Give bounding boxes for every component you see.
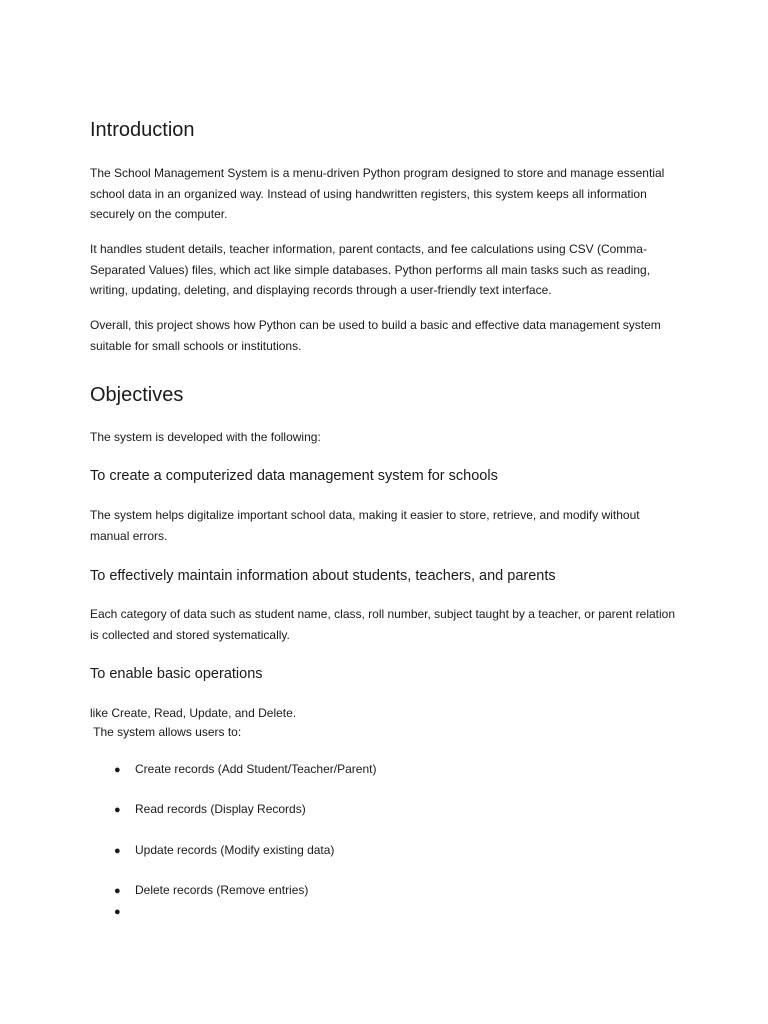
- objectives-intro: The system is developed with the following:: [90, 430, 321, 444]
- objective-1-title: To create a computerized data management system for schools: [90, 468, 498, 484]
- list-item-text: Delete records (Remove entries): [135, 883, 309, 897]
- objective-2-body: Each category of data such as student name, class, roll number, subject taught by a teacher, or parent relation is collected and stored systematically.: [90, 607, 676, 642]
- objective-3-body-line-1: like Create, Read, Update, and Delete.: [90, 706, 297, 720]
- list-item-text: Update records (Modify existing data): [135, 843, 335, 857]
- introduction-paragraph-2: It handles student details, teacher information, parent contacts, and fee calculations using CSV (Comma-Separated Values) files, which act like simple databases. Python performs all main tasks such as reading, writing, updating, deleting, and displaying records through a user-friendly text interface.: [90, 242, 651, 297]
- objectives-heading: Objectives: [90, 384, 184, 406]
- objective-3-title: To enable basic operations: [90, 666, 263, 682]
- bullet-icon: ●: [114, 845, 121, 857]
- bullet-icon: ●: [114, 804, 121, 816]
- list-item: [114, 759, 376, 780]
- bullet-icon: ●: [114, 764, 121, 776]
- objective-2-title: To effectively maintain information about students, teachers, and parents: [90, 568, 556, 584]
- list-item-text: Read records (Display Records): [135, 802, 306, 816]
- list-item-text: Create records (Add Student/Teacher/Parent): [135, 762, 377, 776]
- list-item: [114, 799, 306, 820]
- bullet-icon: ●: [114, 885, 121, 897]
- introduction-paragraph-3: Overall, this project shows how Python can be used to build a basic and effective data management system suitable for small schools or institutions.: [90, 318, 661, 353]
- list-item: [114, 880, 308, 901]
- introduction-heading: Introduction: [90, 119, 195, 141]
- list-item: [114, 840, 334, 861]
- list-item: [114, 901, 135, 922]
- bullet-icon: ●: [114, 906, 121, 918]
- objective-1-body: The system helps digitalize important school data, making it easier to store, retrieve, and modify without manual errors.: [90, 508, 640, 543]
- introduction-paragraph-1: The School Management System is a menu-driven Python program designed to store and manage essential school data in an organized way. Instead of using handwritten registers, this system keeps all information securely on the computer.: [90, 166, 665, 221]
- objective-3-body-line-2: The system allows users to:: [90, 725, 242, 739]
